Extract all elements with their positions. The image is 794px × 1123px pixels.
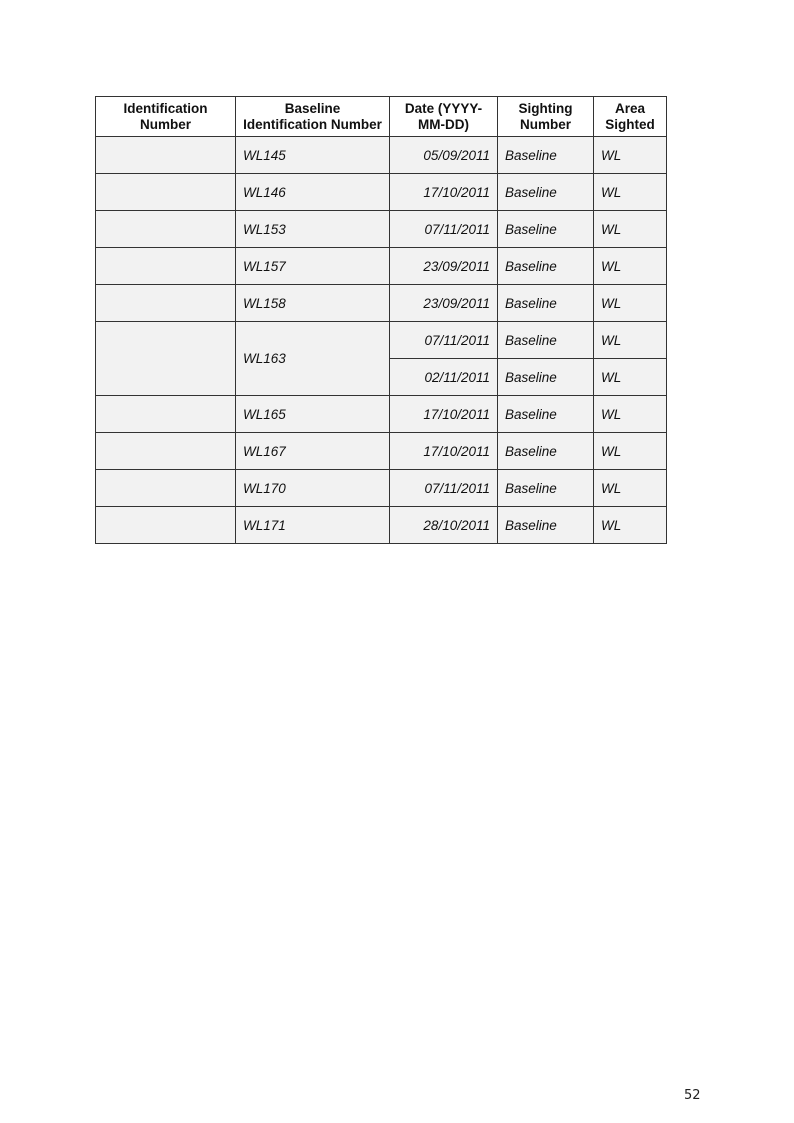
area-sighted-cell: WL	[594, 137, 667, 174]
identification-number-cell	[96, 470, 236, 507]
table-header-row	[96, 97, 667, 137]
area-sighted-cell: WL	[594, 507, 667, 544]
table-row	[96, 507, 667, 544]
identification-number-cell	[96, 396, 236, 433]
date-cell: 23/09/2011	[390, 285, 498, 322]
date-cell: 17/10/2011	[390, 396, 498, 433]
header-area-sighted: Area Sighted	[594, 97, 667, 137]
identification-number-cell	[96, 174, 236, 211]
baseline-id-cell: WL145	[236, 137, 390, 174]
area-sighted-cell: WL	[594, 322, 667, 359]
date-cell: 28/10/2011	[390, 507, 498, 544]
baseline-id-cell: WL157	[236, 248, 390, 285]
area-sighted-cell: WL	[594, 470, 667, 507]
header-date: Date (YYYY-MM-DD)	[390, 97, 498, 137]
baseline-id-cell: WL165	[236, 396, 390, 433]
sighting-number-cell: Baseline	[498, 174, 594, 211]
date-cell: 07/11/2011	[390, 322, 498, 359]
baseline-id-cell: WL146	[236, 174, 390, 211]
sighting-number-cell: Baseline	[498, 248, 594, 285]
area-sighted-cell: WL	[594, 174, 667, 211]
table-body	[96, 137, 667, 544]
identification-number-cell	[96, 248, 236, 285]
sighting-number-cell: Baseline	[498, 285, 594, 322]
date-cell: 07/11/2011	[390, 211, 498, 248]
identification-number-cell	[96, 433, 236, 470]
identification-number-cell	[96, 507, 236, 544]
identification-number-cell	[96, 322, 236, 396]
area-sighted-cell: WL	[594, 248, 667, 285]
table-row	[96, 174, 667, 211]
baseline-id-cell: WL170	[236, 470, 390, 507]
header-sighting-number: Sighting Number	[498, 97, 594, 137]
table-row	[96, 433, 667, 470]
page-number: 52	[684, 1088, 701, 1103]
baseline-id-cell: WL158	[236, 285, 390, 322]
baseline-id-cell: WL171	[236, 507, 390, 544]
table-row	[96, 396, 667, 433]
date-cell: 02/11/2011	[390, 359, 498, 396]
sighting-number-cell: Baseline	[498, 137, 594, 174]
header-baseline-identification-number: Baseline Identification Number	[236, 97, 390, 137]
date-cell: 17/10/2011	[390, 433, 498, 470]
baseline-id-cell: WL153	[236, 211, 390, 248]
sighting-number-cell: Baseline	[498, 322, 594, 359]
area-sighted-cell: WL	[594, 211, 667, 248]
area-sighted-cell: WL	[594, 285, 667, 322]
sighting-number-cell: Baseline	[498, 433, 594, 470]
table-row	[96, 285, 667, 322]
date-cell: 05/09/2011	[390, 137, 498, 174]
date-cell: 07/11/2011	[390, 470, 498, 507]
sighting-number-cell: Baseline	[498, 396, 594, 433]
identification-number-cell	[96, 285, 236, 322]
table-row	[96, 470, 667, 507]
date-cell: 23/09/2011	[390, 248, 498, 285]
baseline-id-cell: WL167	[236, 433, 390, 470]
identification-number-cell	[96, 137, 236, 174]
sighting-number-cell: Baseline	[498, 470, 594, 507]
table-row	[96, 137, 667, 174]
sighting-number-cell: Baseline	[498, 359, 594, 396]
header-identification-number: Identification Number	[96, 97, 236, 137]
area-sighted-cell: WL	[594, 396, 667, 433]
identification-number-cell	[96, 211, 236, 248]
area-sighted-cell: WL	[594, 433, 667, 470]
baseline-id-cell: WL163	[236, 322, 390, 396]
table-row	[96, 211, 667, 248]
area-sighted-cell: WL	[594, 359, 667, 396]
sightings-table	[95, 96, 667, 544]
sighting-number-cell: Baseline	[498, 211, 594, 248]
date-cell: 17/10/2011	[390, 174, 498, 211]
table-row	[96, 322, 667, 359]
sighting-number-cell: Baseline	[498, 507, 594, 544]
table-row	[96, 248, 667, 285]
